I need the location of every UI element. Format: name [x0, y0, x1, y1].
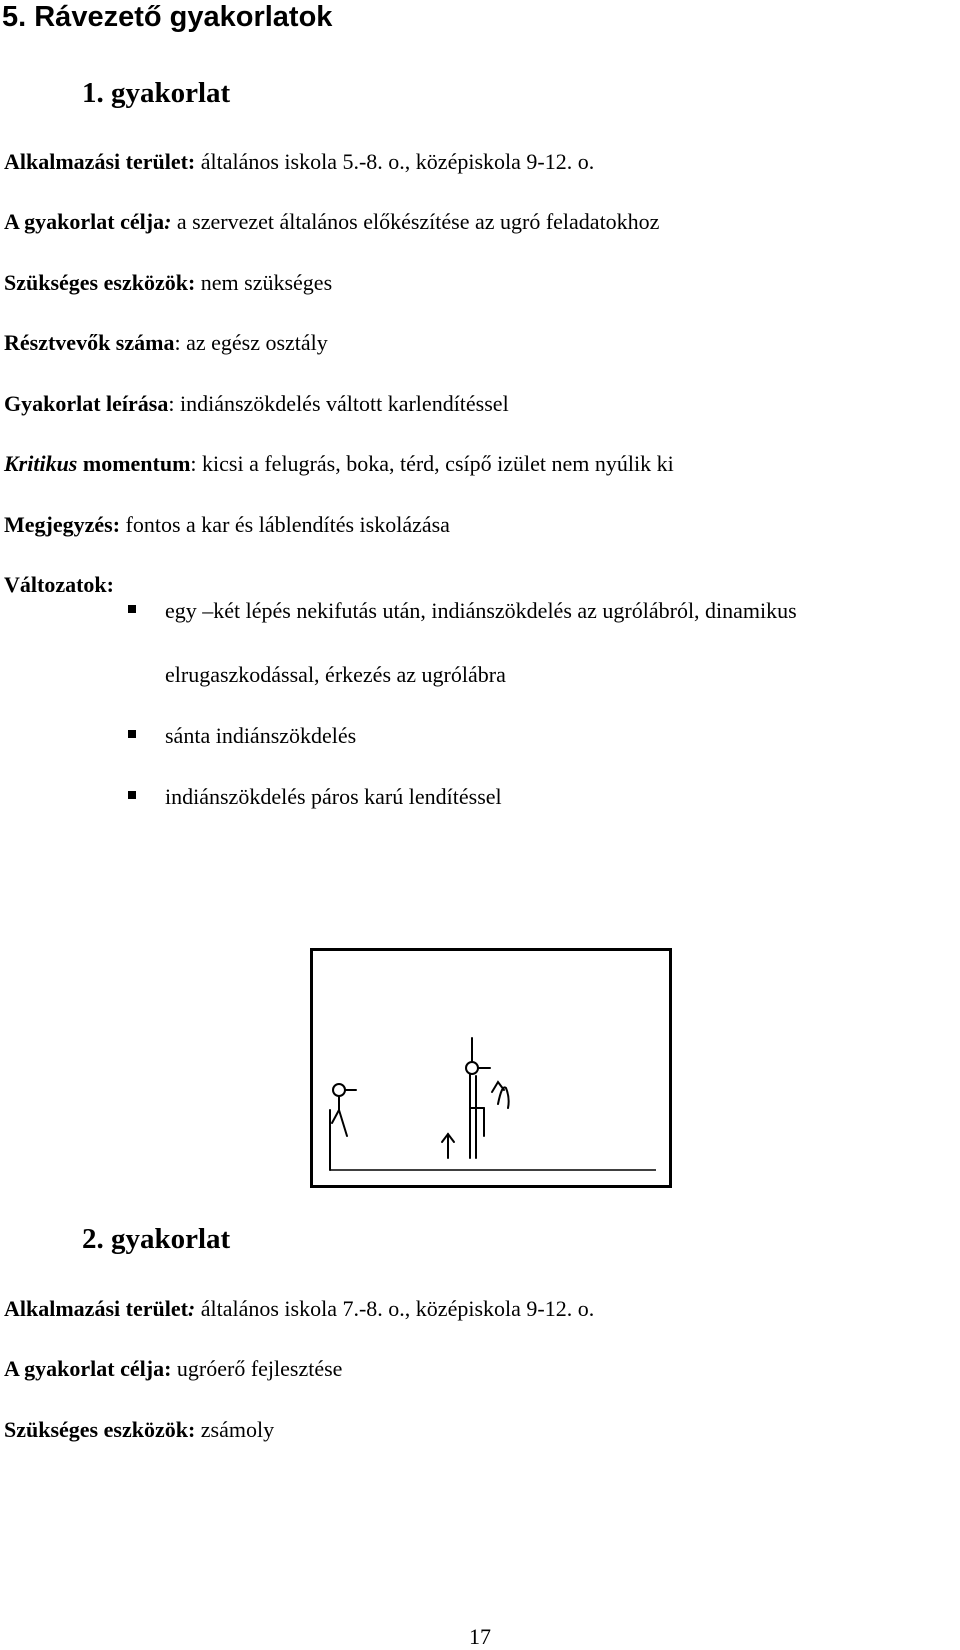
application-field-label: Alkalmazási terület: [4, 1296, 188, 1321]
goal-label: A gyakorlat célja:: [4, 1356, 172, 1381]
critical-row: [4, 451, 674, 477]
goal-row: [4, 209, 659, 235]
up-arrow-icon: [442, 1134, 454, 1158]
tools-row: [4, 1417, 274, 1443]
exercise-illustration: [310, 948, 672, 1188]
tools-value: nem szükséges: [195, 270, 333, 295]
jumping-figure-icon: [466, 1038, 490, 1158]
variants-label: Változatok:: [4, 572, 114, 597]
goal-value: ugróerő fejlesztése: [171, 1356, 343, 1381]
bullet-icon: [128, 730, 136, 738]
swing-arrow-icon: [492, 1082, 509, 1108]
description-row: [4, 391, 509, 417]
exercise-2-heading: 2. gyakorlat: [82, 1223, 231, 1255]
exercise-1-heading: 1. gyakorlat: [82, 77, 231, 109]
application-field-colon: :: [187, 1296, 196, 1321]
critical-label-italic: Kritikus: [4, 451, 78, 476]
variant-item: egy –két lépés nekifutás után, indiánszökdelés az ugrólábról, dinamikus: [165, 598, 797, 623]
participants-label: Résztvevők száma: [4, 330, 175, 355]
variant-item: indiánszökdelés páros karú lendítéssel: [165, 784, 502, 809]
bullet-icon: [128, 791, 136, 799]
application-field-row: [4, 1296, 594, 1322]
note-label: Megjegyzés:: [4, 512, 121, 537]
goal-label: A gyakorlat célja: [4, 209, 165, 234]
description-value: : indiánszökdelés váltott karlendítéssel: [168, 391, 509, 416]
goal-colon: :: [164, 209, 172, 234]
standing-figure-icon: [330, 1084, 356, 1170]
tools-row: [4, 270, 332, 296]
participants-row: [4, 330, 328, 356]
participants-value: : az egész osztály: [174, 330, 328, 355]
application-field-label: Alkalmazási terület:: [4, 149, 196, 174]
critical-value: : kicsi a felugrás, boka, térd, csípő izület nem nyúlik ki: [190, 451, 674, 476]
note-row: [4, 512, 450, 538]
tools-value: zsámoly: [195, 1417, 275, 1442]
critical-label: momentum: [77, 451, 191, 476]
bullet-icon: [128, 605, 136, 613]
application-field-value: általános iskola 7.-8. o., középiskola 9-12. o.: [195, 1296, 595, 1321]
application-field-row: [4, 149, 594, 175]
goal-value: a szervezet általános előkészítése az ugró feladatokhoz: [171, 209, 660, 234]
tools-label: Szükséges eszközök:: [4, 1417, 196, 1442]
variant-item: sánta indiánszökdelés: [165, 723, 357, 748]
page-number: 17: [469, 1624, 491, 1649]
variant-item-continuation: elrugaszkodással, érkezés az ugrólábra: [165, 662, 506, 687]
tools-label: Szükséges eszközök:: [4, 270, 196, 295]
chapter-title: 5. Rávezető gyakorlatok: [2, 1, 333, 33]
note-value: fontos a kar és láblendítés iskolázása: [120, 512, 450, 537]
goal-row: [4, 1356, 342, 1382]
description-label: Gyakorlat leírása: [4, 391, 169, 416]
application-field-value: általános iskola 5.-8. o., középiskola 9-12. o.: [195, 149, 595, 174]
